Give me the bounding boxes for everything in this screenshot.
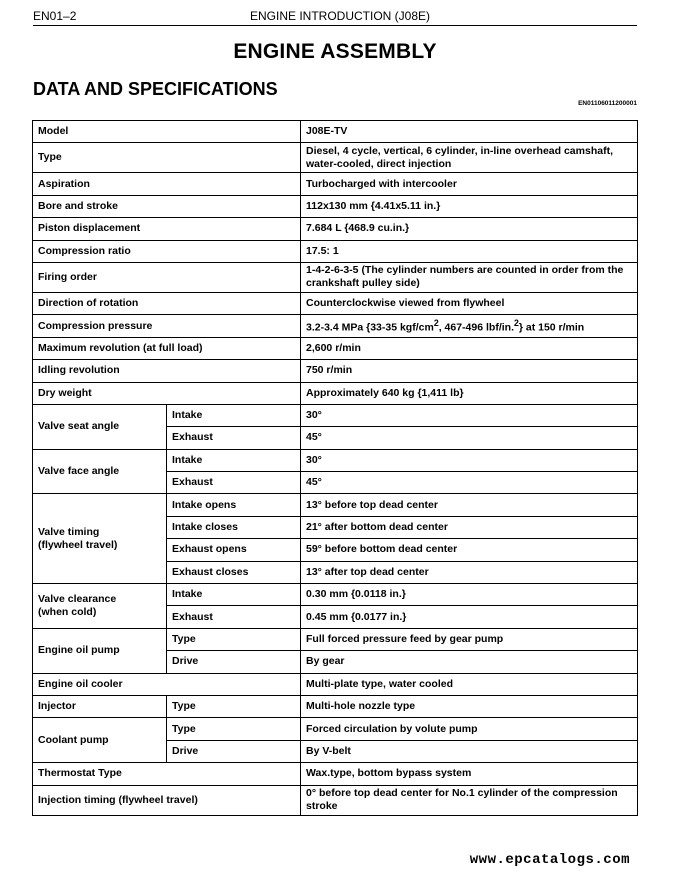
pressure-text-b: , 467-496 lbf/in. xyxy=(438,321,514,334)
pressure-sup-b: 2 xyxy=(513,318,519,329)
spec-value: Turbocharged with intercooler xyxy=(301,173,638,195)
spec-label: Valve face angle xyxy=(33,449,167,494)
spec-value: Multi-hole nozzle type xyxy=(301,695,638,717)
table-row xyxy=(33,315,638,337)
spec-value: By gear xyxy=(301,651,638,673)
spec-value: Approximately 640 kg {1,411 lb} xyxy=(301,382,638,404)
spec-value: Wax.type, bottom bypass system xyxy=(301,763,638,785)
spec-value: 112x130 mm {4.41x5.11 in.} xyxy=(301,195,638,217)
page-title: ENGINE ASSEMBLY xyxy=(233,40,437,63)
spec-value: 0.30 mm {0.0118 in.} xyxy=(301,584,638,606)
table-row xyxy=(33,382,638,404)
spec-value: 30° xyxy=(301,404,638,426)
spec-value: Diesel, 4 cycle, vertical, 6 cylinder, in-line overhead camshaft, water-cooled, direct injection xyxy=(301,143,638,173)
spec-label: Idling revolution xyxy=(33,360,301,382)
spec-value: Full forced pressure feed by gear pump xyxy=(301,628,638,650)
table-row xyxy=(33,143,638,173)
chapter-title: ENGINE INTRODUCTION (J08E) xyxy=(249,9,430,23)
spec-sublabel: Intake closes xyxy=(167,516,301,538)
spec-sublabel: Exhaust opens xyxy=(167,539,301,561)
section-heading: DATA AND SPECIFICATIONS xyxy=(33,79,278,99)
spec-label: Firing order xyxy=(33,262,301,292)
spec-label: Injection timing (flywheel travel) xyxy=(33,785,301,815)
spec-label: Type xyxy=(33,143,301,173)
spec-label: Valve seat angle xyxy=(33,404,167,449)
spec-label: Coolant pump xyxy=(33,718,167,763)
spec-sublabel: Drive xyxy=(167,651,301,673)
table-row xyxy=(33,218,638,240)
table-row xyxy=(33,584,638,606)
spec-value: 13° after top dead center xyxy=(301,561,638,583)
table-row xyxy=(33,449,638,471)
spec-value: 0° before top dead center for No.1 cylinder of the compression stroke xyxy=(301,785,638,815)
spec-sublabel: Exhaust xyxy=(167,606,301,628)
spec-label: Direction of rotation xyxy=(33,292,301,314)
spec-sublabel: Intake xyxy=(167,449,301,471)
spec-label: Engine oil pump xyxy=(33,628,167,673)
table-row xyxy=(33,240,638,262)
spec-label: Model xyxy=(33,121,301,143)
spec-label: Maximum revolution (at full load) xyxy=(33,337,301,359)
pressure-sup-a: 2 xyxy=(433,318,439,329)
spec-value: Multi-plate type, water cooled xyxy=(301,673,638,695)
spec-sublabel: Drive xyxy=(167,740,301,762)
spec-label: Bore and stroke xyxy=(33,195,301,217)
spec-sublabel: Type xyxy=(167,718,301,740)
spec-value: By V-belt xyxy=(301,740,638,762)
spec-sublabel: Type xyxy=(167,695,301,717)
spec-value: 1-4-2-6-3-5 (The cylinder numbers are counted in order from the crankshaft pulley side) xyxy=(301,262,638,292)
spec-sublabel: Exhaust xyxy=(167,427,301,449)
spec-label xyxy=(33,494,167,584)
spec-label: Aspiration xyxy=(33,173,301,195)
table-row xyxy=(33,763,638,785)
spec-label: Injector xyxy=(33,695,167,717)
spec-value: 2,600 r/min xyxy=(301,337,638,359)
spec-label: Engine oil cooler xyxy=(33,673,301,695)
spec-sublabel: Type xyxy=(167,628,301,650)
spec-value xyxy=(301,315,638,337)
table-row xyxy=(33,628,638,650)
spec-label xyxy=(33,584,167,629)
page-number: EN01–2 xyxy=(33,9,77,23)
spec-value: 21° after bottom dead center xyxy=(301,516,638,538)
table-row xyxy=(33,121,638,143)
spec-sublabel: Intake xyxy=(167,404,301,426)
table-row xyxy=(33,292,638,314)
spec-value: 750 r/min xyxy=(301,360,638,382)
pressure-text-c: } at 150 r/min xyxy=(518,321,585,334)
table-row xyxy=(33,404,638,426)
spec-value: 0.45 mm {0.0177 in.} xyxy=(301,606,638,628)
spec-sublabel: Exhaust closes xyxy=(167,561,301,583)
table-row xyxy=(33,695,638,717)
spec-label-line: Valve clearance xyxy=(38,592,117,605)
spec-value: 45° xyxy=(301,427,638,449)
spec-value: 13° before top dead center xyxy=(301,494,638,516)
pressure-text-a: 3.2-3.4 MPa {33-35 kgf/cm xyxy=(306,321,434,334)
spec-label-line: (when cold) xyxy=(38,605,97,618)
document-code: EN01106011200001 xyxy=(578,100,637,107)
spec-sublabel: Exhaust xyxy=(167,472,301,494)
table-row xyxy=(33,173,638,195)
table-row xyxy=(33,718,638,740)
spec-sublabel: Intake xyxy=(167,584,301,606)
specifications-table xyxy=(32,120,638,816)
spec-value: Counterclockwise viewed from flywheel xyxy=(301,292,638,314)
spec-value: 45° xyxy=(301,472,638,494)
spec-label-line: Valve timing xyxy=(38,525,100,538)
spec-sublabel: Intake opens xyxy=(167,494,301,516)
spec-value: 17.5: 1 xyxy=(301,240,638,262)
table-row xyxy=(33,337,638,359)
spec-label: Compression pressure xyxy=(33,315,301,337)
table-row xyxy=(33,494,638,516)
spec-label-line: (flywheel travel) xyxy=(38,538,118,551)
spec-value: J08E-TV xyxy=(301,121,638,143)
spec-label: Dry weight xyxy=(33,382,301,404)
header-rule xyxy=(33,25,637,26)
footer-website: www.epcatalogs.com xyxy=(469,852,630,868)
spec-label: Thermostat Type xyxy=(33,763,301,785)
spec-value: Forced circulation by volute pump xyxy=(301,718,638,740)
spec-value: 59° before bottom dead center xyxy=(301,539,638,561)
spec-label: Piston displacement xyxy=(33,218,301,240)
table-row xyxy=(33,785,638,815)
table-row xyxy=(33,673,638,695)
spec-label: Compression ratio xyxy=(33,240,301,262)
spec-value: 30° xyxy=(301,449,638,471)
table-row xyxy=(33,360,638,382)
spec-value: 7.684 L {468.9 cu.in.} xyxy=(301,218,638,240)
table-row xyxy=(33,262,638,292)
table-row xyxy=(33,195,638,217)
